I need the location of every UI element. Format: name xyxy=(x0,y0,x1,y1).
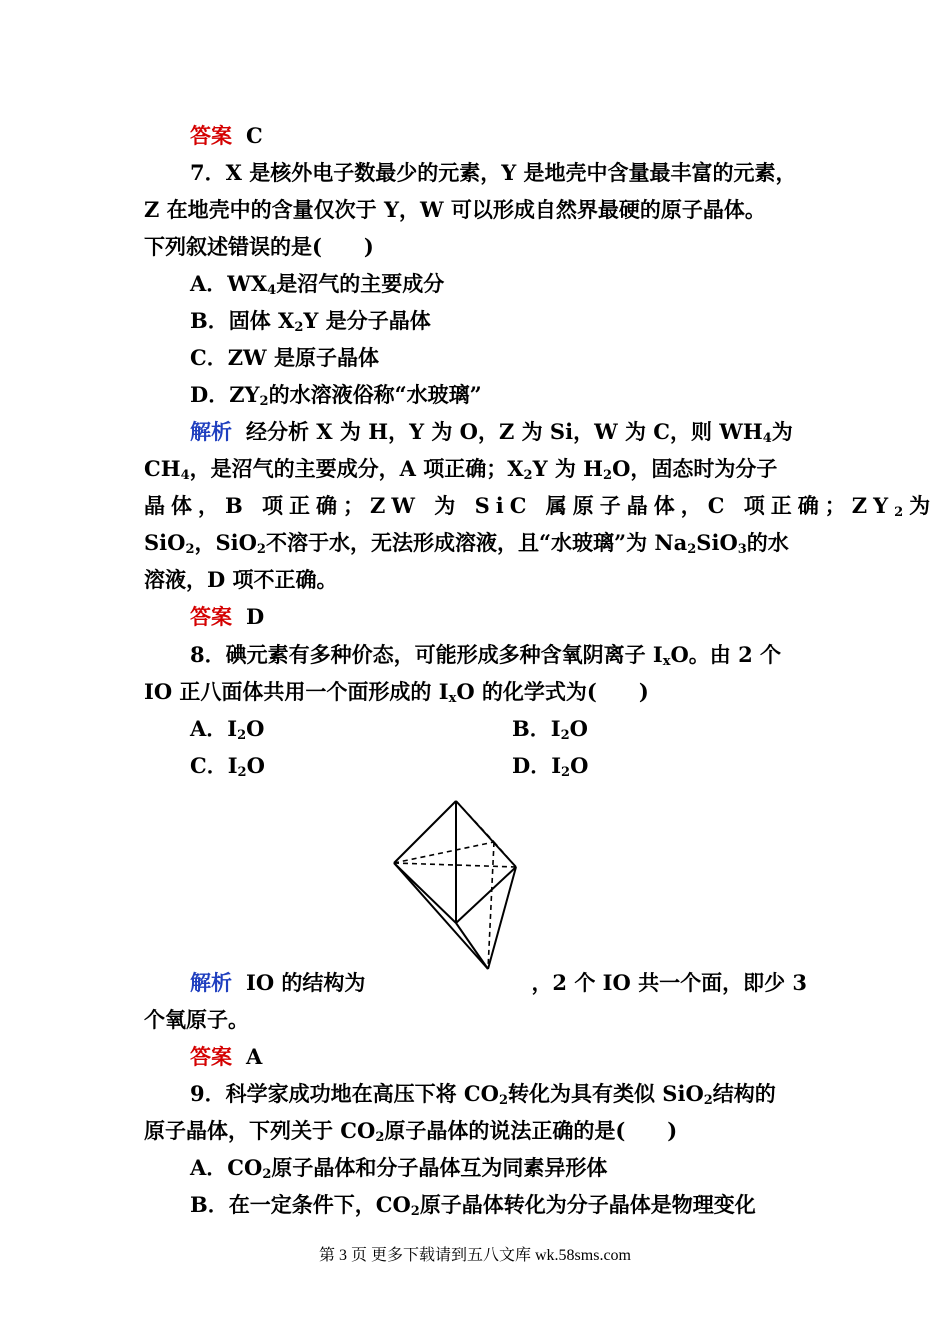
q8-analysis-line-2: 个氧原子。 xyxy=(144,1007,249,1032)
q9-option-b: B．在一定条件下，$CO_2$原子晶体转化为分子晶体是物理变化 xyxy=(190,1192,756,1219)
q7-stem-line-2: Z 在地壳中的含量仅次于 Y，W 可以形成自然界最硬的原子晶体。 xyxy=(144,197,766,222)
q8-analysis-line-1: 解析 IO 的结构为 ，2 个 IO 共一个面，即少 3 xyxy=(190,970,808,995)
q8-option-b: B．$I_2O$ xyxy=(512,716,588,743)
octahedron-diagram xyxy=(380,795,530,975)
q7-answer-line xyxy=(190,603,264,631)
answer-tag: 答案 xyxy=(190,123,232,148)
q8-stem-line-2: IO 正八面体共用一个面形成的 $I_xO$ 的化学式为( ) xyxy=(144,679,649,706)
q7-analysis-line-2: $CH_4$，是沼气的主要成分，A 项正确；$X_2Y$ 为 $H_2O$，固态时为分子 xyxy=(144,456,778,483)
q9-stem-line-2: 原子晶体，下列关于 $CO_2$原子晶体的说法正确的是( ) xyxy=(144,1118,678,1145)
page-footer: 第 3 页 更多下载请到五八文库 wk.58sms.com xyxy=(318,1247,631,1264)
q9-stem-line-1: 9．科学家成功地在高压下将 $CO_2$转化为具有类似 SiO$_2$结构的 xyxy=(190,1081,776,1108)
q7-option-d: D．$ZY_2$的水溶液俗称“水玻璃” xyxy=(190,382,482,409)
q9-option-a: A．$CO_2$原子晶体和分子晶体互为同素异形体 xyxy=(190,1155,608,1182)
q7-option-a: A．$WX_4$是沼气的主要成分 xyxy=(190,271,445,298)
answer-value: D xyxy=(246,604,265,629)
analysis-tag: 解析 xyxy=(190,970,232,995)
answer-tag: 答案 xyxy=(190,1044,232,1069)
q7-analysis-line-5: 溶液，D 项不正确。 xyxy=(144,567,338,592)
q8-option-c: C．$I_2O$ xyxy=(190,753,265,780)
q7-analysis-line-3: 晶体，B 项正确；ZW 为 SiC 属原子晶体，C 项正确；$ZY_2$为 xyxy=(144,493,937,520)
answer-value: C xyxy=(246,123,263,148)
answer-tag: 答案 xyxy=(190,604,232,629)
q8-option-a: A．$I_2O$ xyxy=(190,716,265,743)
q7-analysis-line-1: 解析 经分析 X 为 H，Y 为 O，Z 为 Si，W 为 C，则 $WH_4$为 xyxy=(190,419,793,446)
q7-option-c: C．ZW 是原子晶体 xyxy=(190,345,379,370)
analysis-tag: 解析 xyxy=(190,419,232,444)
q7-stem-line-1: 7．X 是核外电子数最少的元素，Y 是地壳中含量最丰富的元素， xyxy=(190,160,797,185)
q6-answer-line xyxy=(190,122,263,150)
q7-option-b: B．固体 $X_2Y$ 是分子晶体 xyxy=(190,308,431,335)
q7-analysis-line-4: SiO$_2$，SiO$_2$不溶于水，无法形成溶液，且“水玻璃”为 $Na_2SiO_3$的水 xyxy=(144,530,789,557)
q8-option-d: D．$I_2O$ xyxy=(512,753,589,780)
q8-answer-line xyxy=(190,1043,262,1071)
answer-value: A xyxy=(246,1044,263,1069)
q7-stem-line-3: 下列叙述错误的是( ) xyxy=(144,234,374,259)
q8-stem-line-1: 8．碘元素有多种价态，可能形成多种含氧阴离子 $I_xO$。由 2 个 xyxy=(190,642,782,669)
